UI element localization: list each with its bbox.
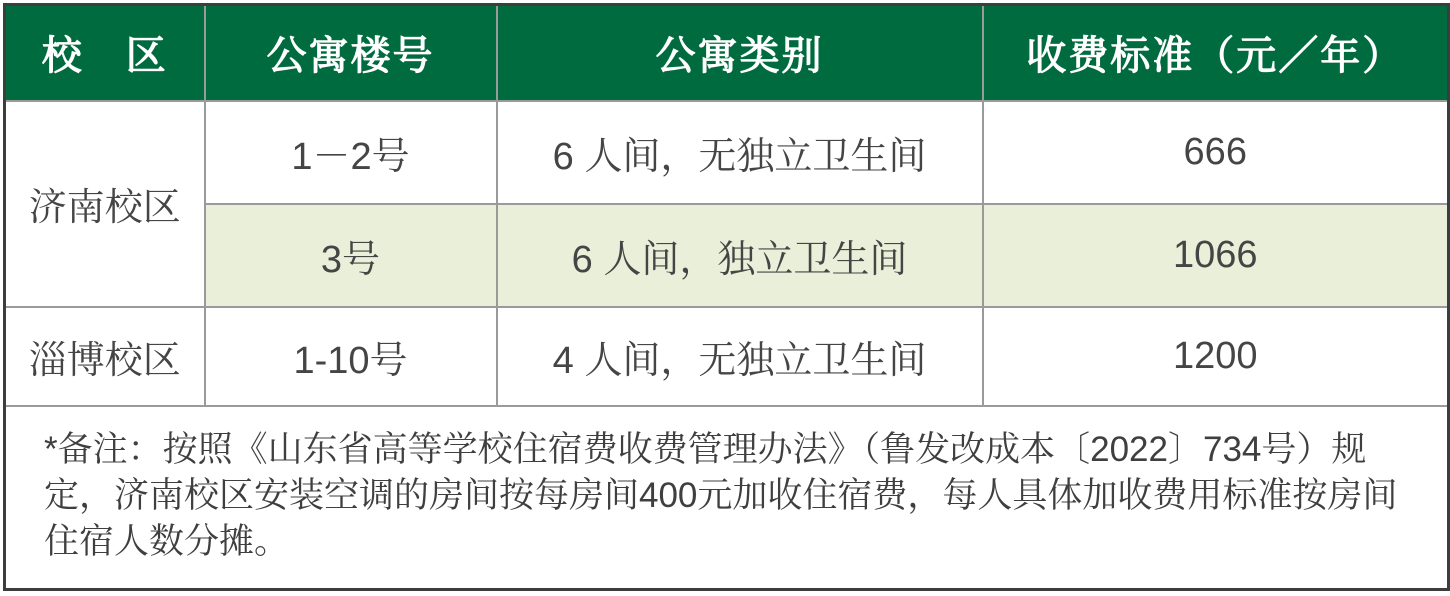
header-fee: 收费标准（元／年） (983, 5, 1449, 101)
table-row (5, 307, 1449, 406)
header-building: 公寓楼号 (205, 5, 497, 101)
cell-campus-jinan: 济南校区 (5, 101, 205, 307)
table-header (5, 5, 1449, 101)
header-campus: 校 区 (5, 5, 205, 101)
cell-category: 6 人间，无独立卫生间 (497, 101, 983, 204)
cell-fee: 1066 (983, 204, 1449, 307)
cell-fee: 1200 (983, 307, 1449, 406)
cell-fee: 666 (983, 101, 1449, 204)
header-row (5, 5, 1449, 101)
table-row-highlighted (5, 204, 1449, 307)
note-text: *备注：按照《山东省高等学校住宿费收费管理办法》（鲁发改成本〔2022〕734号）规定，济南校区安装空调的房间按每房间400元加收住宿费，每人具体加收费用标准按房间住宿人数分摊。 (5, 406, 1449, 590)
cell-category: 6 人间，独立卫生间 (497, 204, 983, 307)
cell-building: 1－2号 (205, 101, 497, 204)
cell-building: 1-10号 (205, 307, 497, 406)
header-category: 公寓类别 (497, 5, 983, 101)
table-body (5, 101, 1449, 590)
cell-category: 4 人间，无独立卫生间 (497, 307, 983, 406)
dorm-fee-table (3, 3, 1450, 591)
note-row (5, 406, 1449, 590)
cell-building: 3号 (205, 204, 497, 307)
cell-campus-zibo: 淄博校区 (5, 307, 205, 406)
table-row (5, 101, 1449, 204)
